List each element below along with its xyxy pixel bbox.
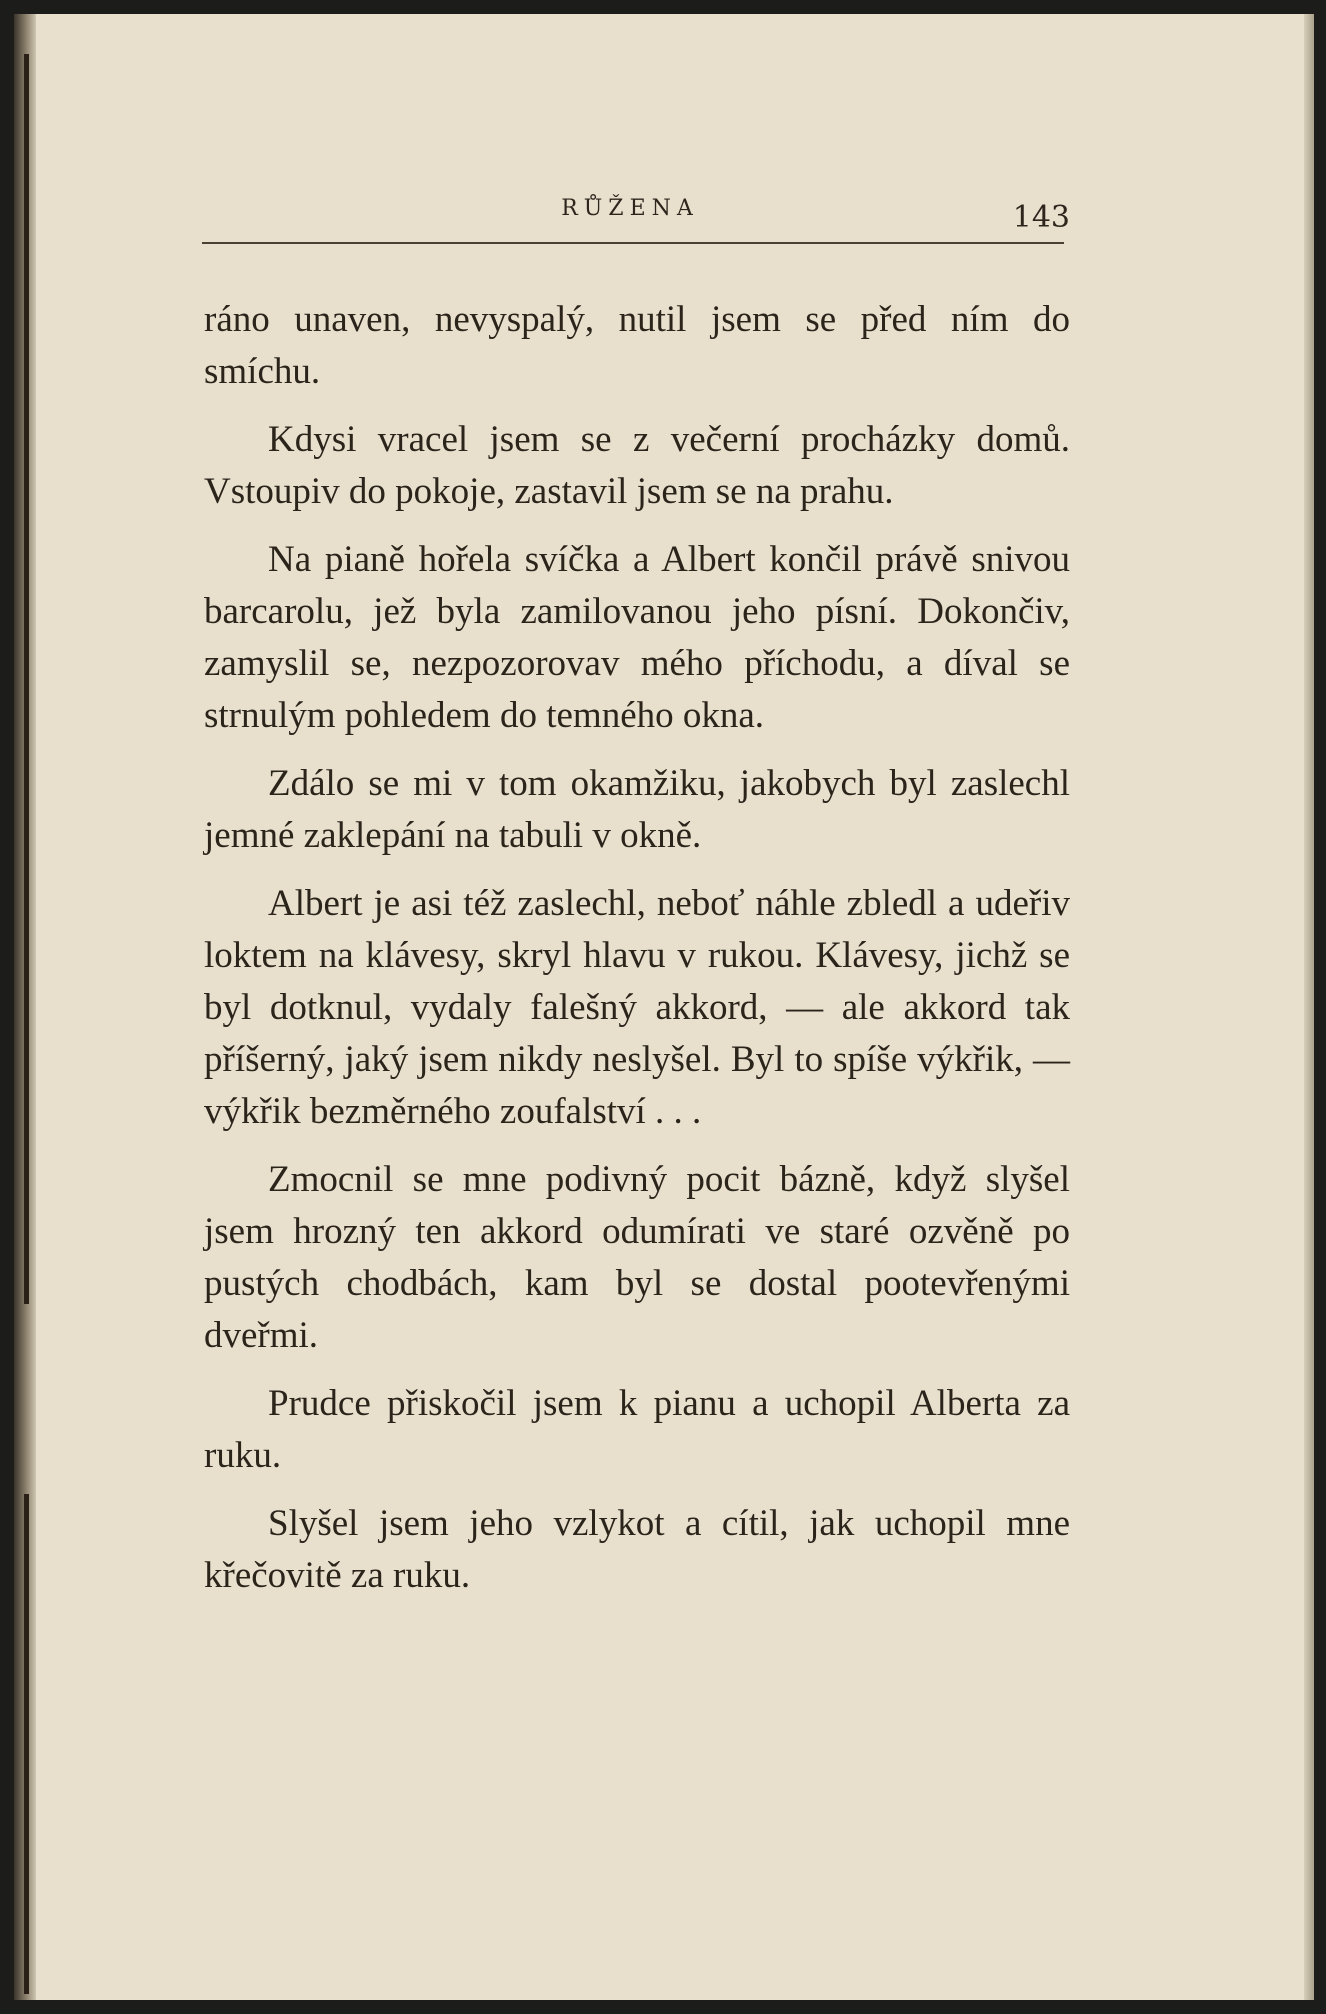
paragraph: Na pianě hořela svíčka a Albert končil právě snivou barcarolu, jež byla zamilovanou jeho písní. Dokončiv, zamyslil se, nezpozorovav mého příchodu, a díval se strnulým pohledem do temného okna. — [204, 539, 1070, 736]
spine-shadow — [24, 54, 29, 1304]
paragraph: Zdálo se mi v tom okamžiku, jakobych byl zaslechl jemné zaklepání na tabuli v okně. — [204, 763, 1070, 856]
paragraph: Prudce přiskočil jsem k pianu a uchopil Alberta za ruku. — [204, 1383, 1070, 1476]
page-number: 143 — [1012, 200, 1070, 235]
book-page — [14, 14, 1314, 2000]
header-rule — [202, 242, 1064, 244]
page-header — [190, 190, 1070, 242]
paragraph: Zmocnil se mne podivný pocit bázně, když slyšel jsem hrozný ten akkord odumírati ve staré ozvěně po pustých chodbách, kam byl se dostal pootevřenými dveřmi. — [204, 1159, 1070, 1356]
paragraph: ráno unaven, nevyspalý, nutil jsem se před ním do smíchu. — [204, 299, 1070, 392]
body-text — [204, 294, 1070, 1618]
page-right-edge — [1304, 14, 1314, 2000]
spine-shadow — [24, 1494, 29, 1994]
running-title: RŮŽENA — [561, 196, 699, 221]
paragraph: Albert je asi též zaslechl, neboť náhle zbledl a udeřiv loktem na klávesy, skryl hlavu v rukou. Klávesy, jichž se byl dotknul, vydaly falešný akkord, — ale akkord tak příšerný, jaký jsem nikdy neslyšel. Byl to spíše výkřik, — výkřik bezměrného zoufalství . . . — [204, 883, 1070, 1132]
paragraph: Slyšel jsem jeho vzlykot a cítil, jak uchopil mne křečovitě za ruku. — [204, 1503, 1070, 1596]
book-spine-edge — [14, 14, 36, 2000]
paragraph: Kdysi vracel jsem se z večerní procházky domů. Vstoupiv do pokoje, zastavil jsem se na prahu. — [204, 419, 1070, 512]
